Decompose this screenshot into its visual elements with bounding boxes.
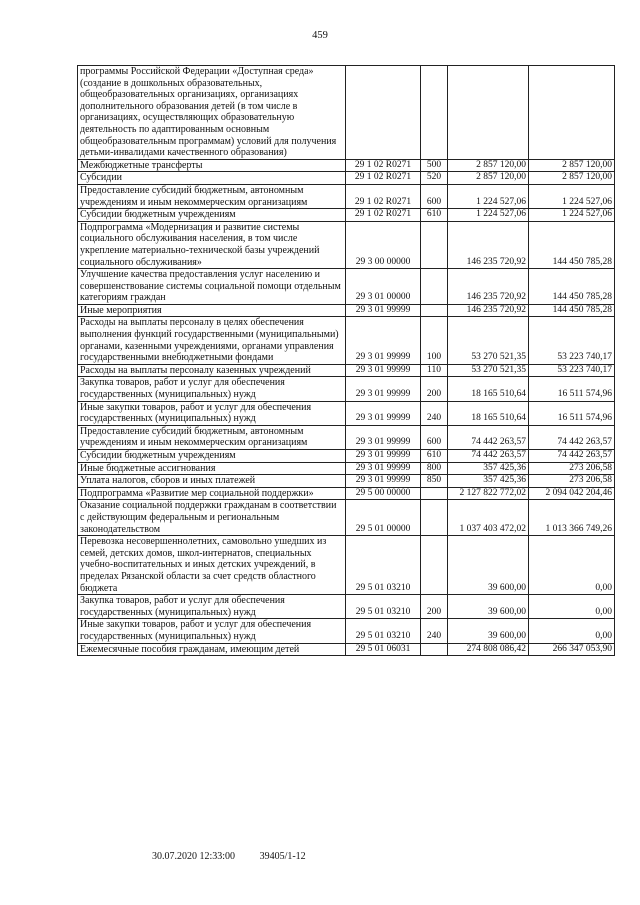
row-name: Субсидии бюджетным учреждениям: [78, 450, 346, 463]
row-code: 29 3 01 00000: [346, 269, 421, 305]
row-amount-2: 16 511 574,96: [529, 377, 615, 401]
row-amount-2: 1 224 527,06: [529, 209, 615, 222]
row-code: 29 3 01 99999: [346, 317, 421, 364]
row-vr: 800: [421, 462, 448, 475]
row-amount-2: 2 094 042 204,46: [529, 487, 615, 500]
row-name: Подпрограмма «Модернизация и развитие системы социального обслуживания населения, в том числе укрепление материально-технической базы учреждений социального обслуживания»: [78, 221, 346, 268]
row-vr: [421, 304, 448, 317]
row-vr: [421, 643, 448, 656]
row-code: 29 1 02 R0271: [346, 184, 421, 208]
row-amount-1: 2 127 822 772,02: [448, 487, 529, 500]
row-code: 29 5 01 03210: [346, 536, 421, 595]
row-name: Закупка товаров, работ и услуг для обеспечения государственных (муниципальных) нужд: [78, 377, 346, 401]
row-amount-1: 146 235 720,92: [448, 304, 529, 317]
row-amount-1: 39 600,00: [448, 595, 529, 619]
row-amount-1: 18 165 510,64: [448, 401, 529, 425]
row-amount-1: 1 224 527,06: [448, 184, 529, 208]
row-amount-2: 0,00: [529, 595, 615, 619]
row-amount-2: 144 450 785,28: [529, 269, 615, 305]
row-amount-2: 2 857 120,00: [529, 172, 615, 185]
budget-table: [77, 65, 615, 656]
row-name: Улучшение качества предоставления услуг населению и совершенствование системы социальной помощи отдельным категориям граждан: [78, 269, 346, 305]
row-amount-1: 146 235 720,92: [448, 269, 529, 305]
row-code: 29 5 01 06031: [346, 643, 421, 656]
table-row: [78, 595, 615, 619]
row-code: 29 5 01 00000: [346, 500, 421, 536]
row-vr: 110: [421, 364, 448, 377]
row-amount-1: 18 165 510,64: [448, 377, 529, 401]
row-vr: 200: [421, 595, 448, 619]
row-amount-2: 144 450 785,28: [529, 221, 615, 268]
table-row: [78, 401, 615, 425]
row-amount-1: 357 425,36: [448, 462, 529, 475]
row-name: Субсидии: [78, 172, 346, 185]
row-name: Расходы на выплаты персоналу в целях обеспечения выполнения функций государственными (муниципальными) органами, казенными учреждениями, органами управления государственными внебюджетными фондами: [78, 317, 346, 364]
row-amount-2: [529, 66, 615, 160]
row-code: 29 3 01 99999: [346, 304, 421, 317]
table-row: [78, 377, 615, 401]
table-row: [78, 450, 615, 463]
row-name: Закупка товаров, работ и услуг для обеспечения государственных (муниципальных) нужд: [78, 595, 346, 619]
row-name: Оказание социальной поддержки гражданам в соответствии с действующим федеральным и региональным законодательством: [78, 500, 346, 536]
row-amount-2: 0,00: [529, 536, 615, 595]
row-vr: 610: [421, 450, 448, 463]
row-code: 29 3 01 99999: [346, 475, 421, 488]
row-amount-2: 53 223 740,17: [529, 317, 615, 364]
table-row: [78, 425, 615, 449]
row-vr: 500: [421, 159, 448, 172]
row-vr: 240: [421, 619, 448, 643]
row-name: Межбюджетные трансферты: [78, 159, 346, 172]
row-name: Иные мероприятия: [78, 304, 346, 317]
table-row: [78, 643, 615, 656]
row-amount-2: 74 442 263,57: [529, 450, 615, 463]
row-code: 29 1 02 R0271: [346, 159, 421, 172]
table-row: [78, 172, 615, 185]
row-code: [346, 66, 421, 160]
row-name: Ежемесячные пособия гражданам, имеющим детей: [78, 643, 346, 656]
row-code: 29 5 01 03210: [346, 595, 421, 619]
row-code: 29 5 01 03210: [346, 619, 421, 643]
row-name: Иные закупки товаров, работ и услуг для обеспечения государственных (муниципальных) нужд: [78, 401, 346, 425]
row-amount-1: 146 235 720,92: [448, 221, 529, 268]
row-amount-2: 266 347 053,90: [529, 643, 615, 656]
footer-doc-id: 39405/1-12: [259, 851, 306, 862]
table-row: [78, 364, 615, 377]
row-code: 29 3 01 99999: [346, 364, 421, 377]
row-amount-1: 74 442 263,57: [448, 450, 529, 463]
row-amount-2: 1 013 366 749,26: [529, 500, 615, 536]
row-vr: [421, 536, 448, 595]
row-vr: 610: [421, 209, 448, 222]
row-code: 29 3 01 99999: [346, 401, 421, 425]
row-amount-2: 74 442 263,57: [529, 425, 615, 449]
row-name: Перевозка несовершеннолетних, самовольно ушедших из семей, детских домов, школ-интернатов, специальных учебно-воспитательных и иных детских учреждений, в пределах Рязанской области за счет средств областного бюджета: [78, 536, 346, 595]
row-vr: 100: [421, 317, 448, 364]
row-amount-1: 39 600,00: [448, 536, 529, 595]
row-vr: 240: [421, 401, 448, 425]
row-code: 29 3 01 99999: [346, 377, 421, 401]
table-row: [78, 66, 615, 160]
row-name: Расходы на выплаты персоналу казенных учреждений: [78, 364, 346, 377]
table-row: [78, 209, 615, 222]
row-amount-1: 274 808 086,42: [448, 643, 529, 656]
table-row: [78, 304, 615, 317]
row-vr: [421, 269, 448, 305]
row-name: Предоставление субсидий бюджетным, автономным учреждениям и иным некоммерческим организациям: [78, 184, 346, 208]
table-row: [78, 500, 615, 536]
document-footer: [152, 851, 328, 862]
row-code: 29 1 02 R0271: [346, 172, 421, 185]
row-amount-1: 1 224 527,06: [448, 209, 529, 222]
table-row: [78, 184, 615, 208]
row-amount-1: 1 037 403 472,02: [448, 500, 529, 536]
row-name: Иные закупки товаров, работ и услуг для обеспечения государственных (муниципальных) нужд: [78, 619, 346, 643]
table-row: [78, 159, 615, 172]
table-row: [78, 462, 615, 475]
table-row: [78, 536, 615, 595]
row-amount-2: 53 223 740,17: [529, 364, 615, 377]
row-name: Иные бюджетные ассигнования: [78, 462, 346, 475]
row-code: 29 3 01 99999: [346, 462, 421, 475]
budget-table-body: [78, 66, 615, 656]
row-amount-2: 2 857 120,00: [529, 159, 615, 172]
row-name: программы Российской Федерации «Доступная среда» (создание в дошкольных образовательных, общеобразовательных организациях, организациях дополнительного образования детей (в том числе в организациях, осуществляющих образовательную деятельность по адаптированным основным общеобразовательным программам) условий для получения детьми-инвалидами качественного образования): [78, 66, 346, 160]
row-amount-1: [448, 66, 529, 160]
row-amount-1: 74 442 263,57: [448, 425, 529, 449]
table-row: [78, 475, 615, 488]
row-vr: 850: [421, 475, 448, 488]
row-amount-2: 1 224 527,06: [529, 184, 615, 208]
row-code: 29 3 00 00000: [346, 221, 421, 268]
row-vr: [421, 66, 448, 160]
table-row: [78, 221, 615, 268]
row-vr: [421, 487, 448, 500]
row-amount-2: 144 450 785,28: [529, 304, 615, 317]
row-vr: 600: [421, 184, 448, 208]
row-vr: 200: [421, 377, 448, 401]
page-number: 459: [312, 30, 328, 41]
row-amount-2: 0,00: [529, 619, 615, 643]
row-vr: [421, 221, 448, 268]
row-amount-1: 2 857 120,00: [448, 159, 529, 172]
row-vr: 600: [421, 425, 448, 449]
row-amount-2: 273 206,58: [529, 475, 615, 488]
row-code: 29 3 01 99999: [346, 425, 421, 449]
row-name: Предоставление субсидий бюджетным, автономным учреждениям и иным некоммерческим организациям: [78, 425, 346, 449]
row-amount-1: 53 270 521,35: [448, 364, 529, 377]
table-row: [78, 269, 615, 305]
row-code: 29 5 00 00000: [346, 487, 421, 500]
table-row: [78, 619, 615, 643]
row-amount-1: 357 425,36: [448, 475, 529, 488]
row-name: Субсидии бюджетным учреждениям: [78, 209, 346, 222]
row-name: Уплата налогов, сборов и иных платежей: [78, 475, 346, 488]
row-vr: [421, 500, 448, 536]
row-code: 29 1 02 R0271: [346, 209, 421, 222]
row-vr: 520: [421, 172, 448, 185]
row-amount-2: 16 511 574,96: [529, 401, 615, 425]
row-amount-1: 2 857 120,00: [448, 172, 529, 185]
row-amount-2: 273 206,58: [529, 462, 615, 475]
row-code: 29 3 01 99999: [346, 450, 421, 463]
table-row: [78, 317, 615, 364]
row-amount-1: 39 600,00: [448, 619, 529, 643]
footer-datetime: 30.07.2020 12:33:00: [152, 851, 236, 862]
row-amount-1: 53 270 521,35: [448, 317, 529, 364]
table-row: [78, 487, 615, 500]
row-name: Подпрограмма «Развитие мер социальной поддержки»: [78, 487, 346, 500]
